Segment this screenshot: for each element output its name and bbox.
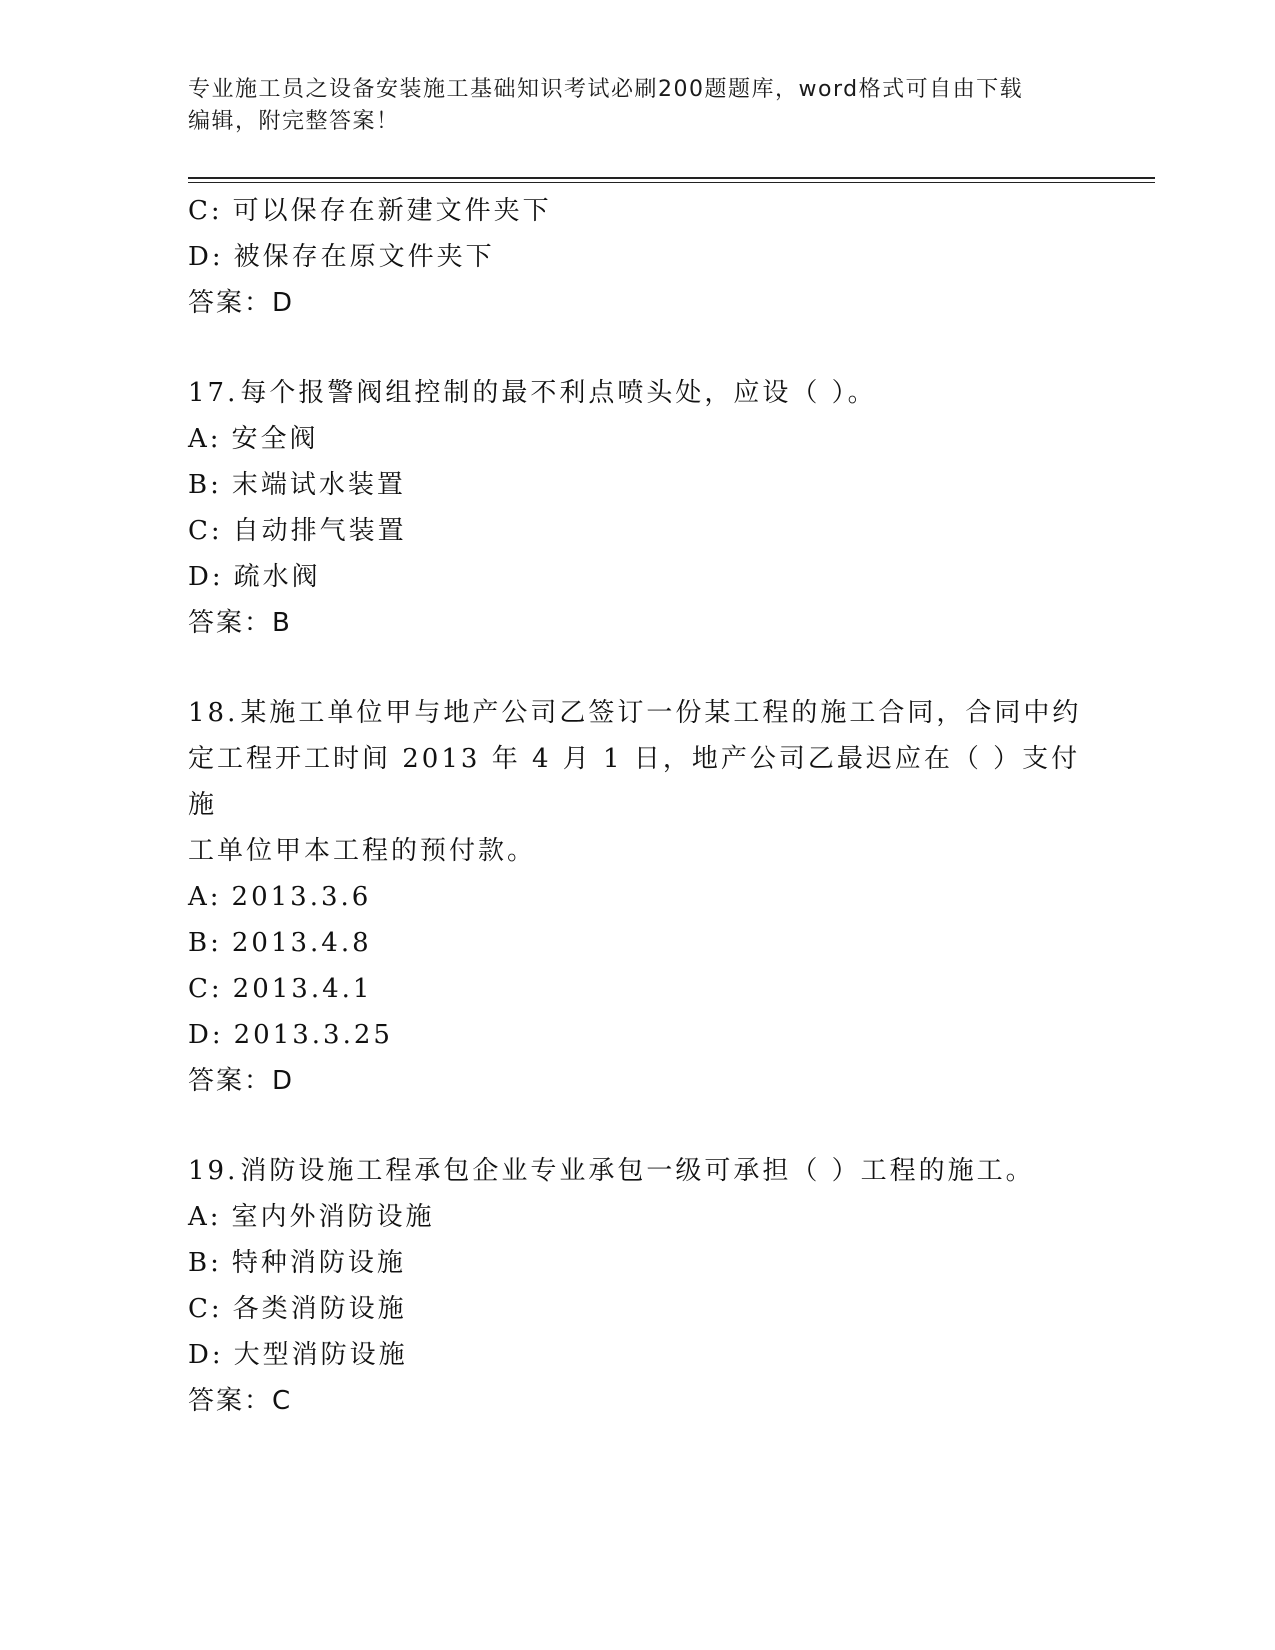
header-line-2: 编辑，附完整答案！: [188, 109, 400, 134]
option-d: [188, 554, 1088, 600]
option-letter: A:: [188, 1202, 222, 1232]
option-a: [188, 416, 1088, 462]
question-19: [188, 1148, 1088, 1424]
option-letter: A:: [188, 424, 222, 454]
question-text-continued: 工单位甲本工程的预付款。: [188, 836, 537, 866]
question-list: [188, 188, 1088, 1424]
option-text: 安全阀: [231, 424, 319, 454]
option-letter: B:: [188, 1248, 222, 1278]
option-text: 2013.3.6: [231, 882, 372, 912]
option-text: 特种消防设施: [231, 1248, 406, 1278]
option-text: 大型消防设施: [233, 1340, 408, 1370]
option-b: [188, 1240, 1088, 1286]
partial-question: [188, 188, 1088, 326]
option-c: [188, 508, 1088, 554]
option-letter: C:: [188, 196, 223, 226]
question-line: 每个报警阀组控制的最不利点喷头处，应设（ ）。: [240, 378, 877, 408]
header-line-1: 专业施工员之设备安装施工基础知识考试必刷200题题库，word格式可自由下载: [188, 77, 1024, 102]
option-letter: B:: [188, 928, 222, 958]
option-text: 2013.4.1: [232, 974, 373, 1004]
option-letter: D:: [188, 242, 224, 272]
answer-line: 答案：B: [188, 608, 292, 638]
question-line: 某施工单位甲与地产公司乙签订一份某工程的施工合同，合同中约: [240, 698, 1082, 728]
question-number: 19.: [188, 1156, 239, 1186]
option-a: [188, 1194, 1088, 1240]
option-text: 2013.4.8: [231, 928, 372, 958]
option-b: [188, 920, 1088, 966]
option-letter: C:: [188, 1294, 223, 1324]
option-text: 被保存在原文件夹下: [233, 242, 495, 272]
option-text: 2013.3.25: [233, 1020, 393, 1050]
question-number: 18.: [188, 698, 239, 728]
header-divider-thin: [188, 182, 1155, 183]
option-letter: A:: [188, 882, 222, 912]
option-c: [188, 966, 1088, 1012]
header-divider-thick: [188, 177, 1155, 179]
answer-line: 答案：D: [188, 288, 295, 318]
option-c: [188, 1286, 1088, 1332]
option-letter: B:: [188, 470, 222, 500]
option-a: [188, 874, 1088, 920]
option-text: 室内外消防设施: [231, 1202, 435, 1232]
question-text: [188, 370, 1088, 416]
option-letter: D:: [188, 562, 224, 592]
option-letter: D:: [188, 1020, 224, 1050]
option-text: 疏水阀: [233, 562, 321, 592]
answer-line: 答案：C: [188, 1386, 293, 1416]
option-c: [188, 188, 1088, 234]
option-letter: C:: [188, 974, 223, 1004]
question-number: 17.: [188, 378, 239, 408]
answer-line: 答案：D: [188, 1066, 295, 1096]
question-17: [188, 370, 1088, 646]
question-text: [188, 1148, 1088, 1194]
option-text: 末端试水装置: [231, 470, 406, 500]
option-d: [188, 234, 1088, 280]
question-text: [188, 690, 1088, 736]
option-letter: C:: [188, 516, 223, 546]
option-b: [188, 462, 1088, 508]
option-text: 自动排气装置: [232, 516, 407, 546]
option-d: [188, 1012, 1088, 1058]
question-18: [188, 690, 1088, 1104]
question-text-continued: 定工程开工时间 2013 年 4 月 1 日，地产公司乙最迟应在（ ）支付施: [188, 744, 1081, 820]
option-text: 可以保存在新建文件夹下: [232, 196, 552, 226]
page-header: [188, 74, 1088, 138]
option-d: [188, 1332, 1088, 1378]
option-text: 各类消防设施: [232, 1294, 407, 1324]
option-letter: D:: [188, 1340, 224, 1370]
question-line: 消防设施工程承包企业专业承包一级可承担（ ）工程的施工。: [240, 1156, 1035, 1186]
